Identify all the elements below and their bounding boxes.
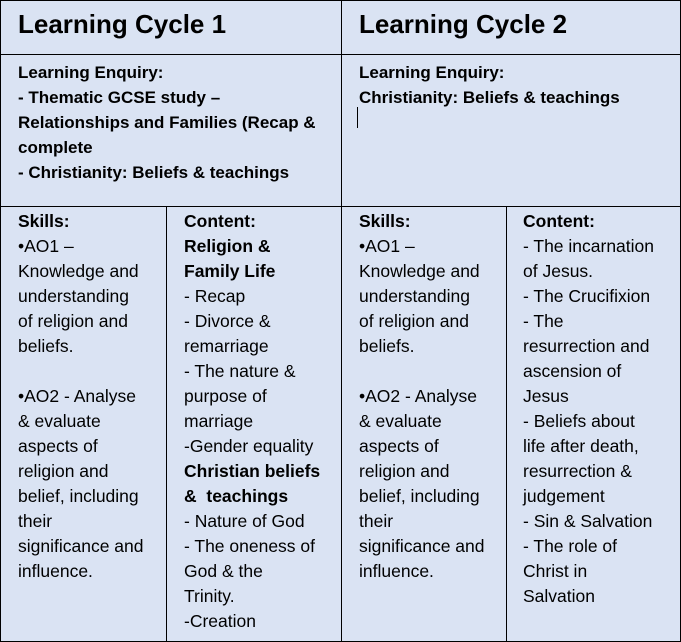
cycle2-content: [507, 207, 680, 609]
cycle1-skills-cell: [0, 207, 167, 642]
skills-line: their: [18, 511, 53, 531]
cycle1-title: Learning Cycle 1: [18, 9, 227, 39]
skills-line: aspects of: [359, 436, 439, 456]
content-line: remarriage: [184, 336, 269, 356]
enquiry-line: Learning Enquiry:: [18, 63, 164, 82]
content-line: Trinity.: [184, 586, 235, 606]
content-line: -Gender equality: [184, 436, 314, 456]
content-line: Christ in: [523, 561, 588, 581]
skills-line: Knowledge and: [18, 261, 139, 281]
content-line: - The Crucifixion: [523, 286, 651, 306]
skills-line: influence.: [18, 561, 93, 581]
skills-line: •AO1 –: [359, 236, 415, 256]
content-line: judgement: [523, 486, 605, 506]
content-line: - Recap: [184, 286, 246, 306]
content-subheading: Family Life: [184, 261, 276, 281]
content-line: ascension of: [523, 361, 622, 381]
content-header: Content:: [184, 211, 256, 231]
content-line: resurrection and: [523, 336, 650, 356]
cycle2-content-cell: [507, 207, 681, 642]
skills-line: & evaluate: [359, 411, 442, 431]
cycle2-enquiry: [342, 55, 680, 110]
content-line: Salvation: [523, 586, 595, 606]
content-line: - Sin & Salvation: [523, 511, 653, 531]
cycle1-content-cell: [167, 207, 342, 642]
cycle2-title: Learning Cycle 2: [359, 9, 568, 39]
content-line: life after death,: [523, 436, 639, 456]
spacer: [18, 359, 160, 384]
content-line: - The: [523, 311, 564, 331]
cycle1-content: [167, 207, 341, 634]
skills-line: & evaluate: [18, 411, 101, 431]
spacer: [359, 359, 500, 384]
content-line: - Nature of God: [184, 511, 305, 531]
skills-line: religion and: [359, 461, 450, 481]
skills-line: belief, including: [359, 486, 480, 506]
content-line: - The role of: [523, 536, 618, 556]
content-line: God & the: [184, 561, 263, 581]
enquiry-line: - Thematic GCSE study –: [18, 88, 221, 107]
skills-line: of religion and: [18, 311, 128, 331]
content-line: resurrection &: [523, 461, 632, 481]
skills-line: beliefs.: [359, 336, 415, 356]
cycle2-skills: [342, 207, 506, 584]
skills-line: their: [359, 511, 394, 531]
content-subheading: Religion &: [184, 236, 271, 256]
cycle2-skills-cell: [342, 207, 507, 642]
skills-line: •AO2 - Analyse: [359, 386, 477, 406]
cycle1-enquiry-cell: [0, 55, 342, 207]
enquiry-line: Relationships and Families (Recap &: [18, 113, 316, 132]
skills-line: significance and: [359, 536, 485, 556]
skills-line: beliefs.: [18, 336, 74, 356]
skills-line: understanding: [359, 286, 470, 306]
content-line: marriage: [184, 411, 254, 431]
skills-line: of religion and: [359, 311, 469, 331]
text-cursor: [357, 107, 358, 128]
content-line: -Creation: [184, 611, 256, 631]
cycle1-skills: [1, 207, 166, 584]
skills-line: influence.: [359, 561, 434, 581]
enquiry-line: Christianity: Beliefs & teachings: [359, 88, 620, 107]
content-line: Jesus: [523, 386, 569, 406]
enquiry-line: - Christianity: Beliefs & teachings: [18, 163, 290, 182]
skills-line: aspects of: [18, 436, 98, 456]
skills-header: Skills:: [18, 211, 70, 231]
cycle1-enquiry: [1, 55, 341, 185]
content-subheading: & teachings: [184, 486, 289, 506]
cycle2-title-cell: [342, 0, 681, 55]
cycle1-title-cell: [0, 0, 342, 55]
content-line: of Jesus.: [523, 261, 594, 281]
enquiry-line: Learning Enquiry:: [359, 63, 505, 82]
skills-line: religion and: [18, 461, 109, 481]
skills-line: •AO2 - Analyse: [18, 386, 136, 406]
content-line: - The nature &: [184, 361, 296, 381]
content-header: Content:: [523, 211, 595, 231]
content-line: - The incarnation: [523, 236, 655, 256]
skills-header: Skills:: [359, 211, 411, 231]
cycle2-enquiry-cell[interactable]: [342, 55, 681, 207]
skills-line: belief, including: [18, 486, 139, 506]
enquiry-line: complete: [18, 138, 93, 157]
content-line: - Divorce &: [184, 311, 271, 331]
skills-line: •AO1 –: [18, 236, 74, 256]
content-line: purpose of: [184, 386, 267, 406]
content-line: - Beliefs about: [523, 411, 635, 431]
content-subheading: Christian beliefs: [184, 461, 321, 481]
skills-line: understanding: [18, 286, 129, 306]
content-line: - The oneness of: [184, 536, 316, 556]
skills-line: Knowledge and: [359, 261, 480, 281]
skills-line: significance and: [18, 536, 144, 556]
